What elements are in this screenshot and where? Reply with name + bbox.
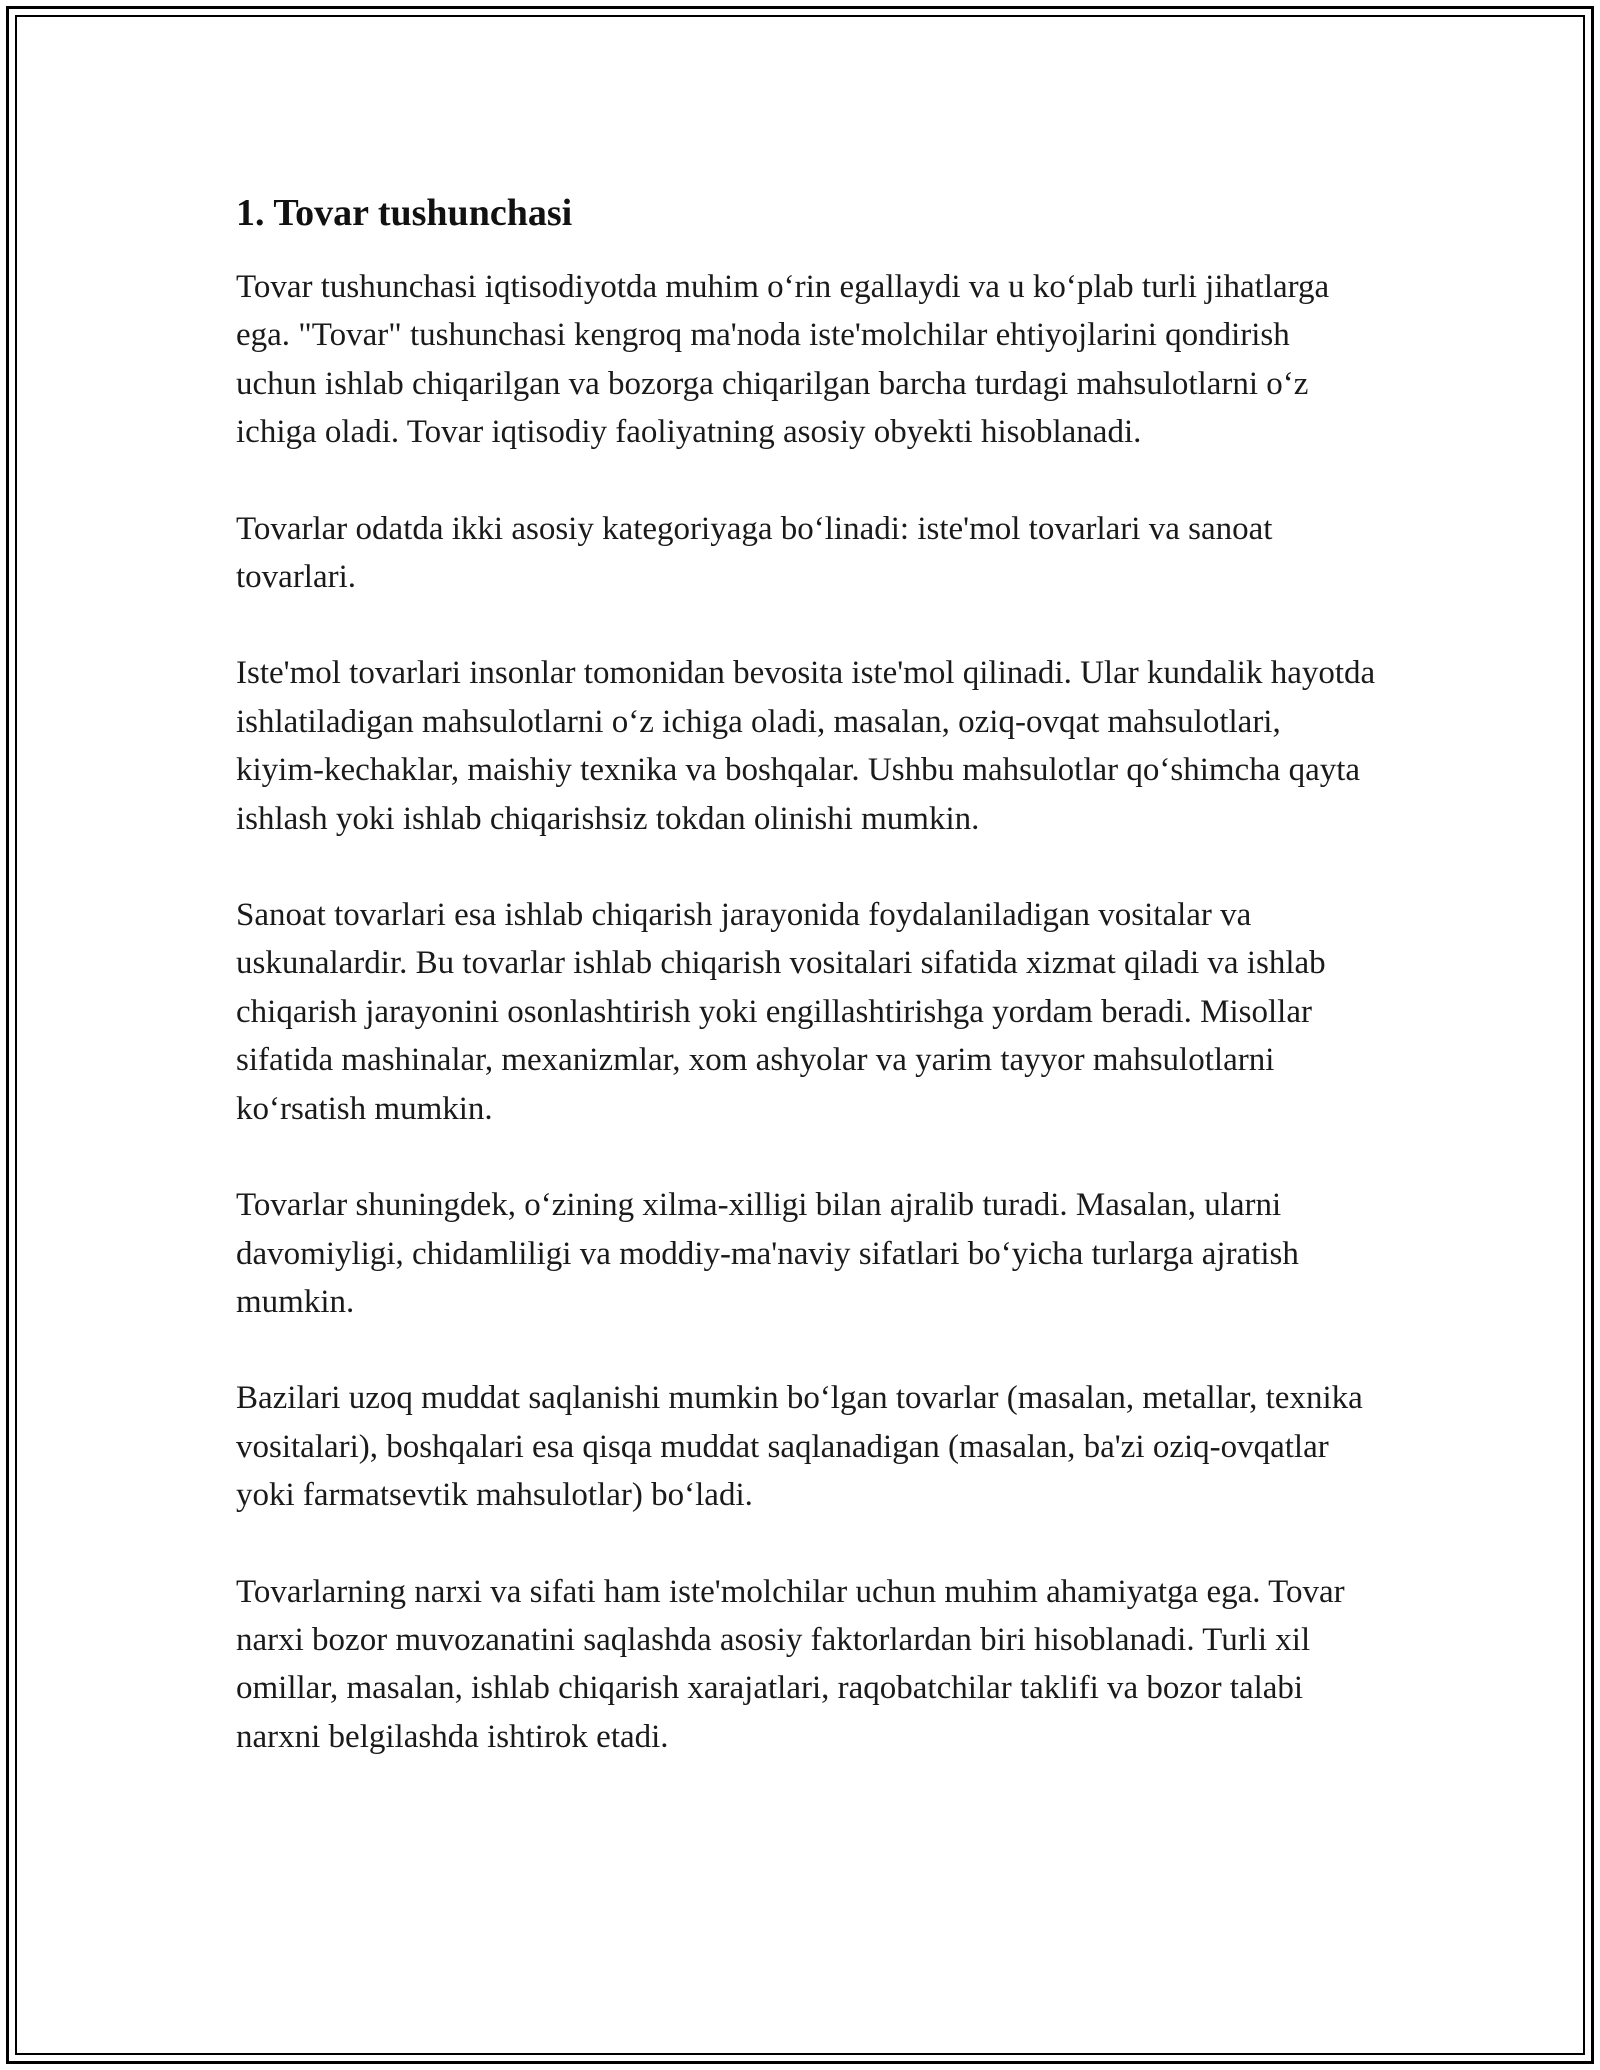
paragraph: Tovarlar odatda ikki asosiy kategoriyaga bo‘linadi: iste'mol tovarlari va sanoat tovarlari. xyxy=(236,510,1273,596)
paragraph: Iste'mol tovarlari insonlar tomonidan bevosita iste'mol qilinadi. Ular kundalik hayotda ishlatiladigan mahsulotlarni o‘z ichiga oladi, masalan, oziq-ovqat mahsulotlari, kiyim-kechaklar, maishiy texnika va boshqalar. Ushbu mahsulotlar qo‘shimcha qayta ishlash yoki ishlab chiqarishsiz tokdan olinishi mumkin. xyxy=(236,655,1376,837)
paragraph: Tovarlarning narxi va sifati ham iste'molchilar uchun muhim ahamiyatga ega. Tovar narxi bozor muvozanatini saqlashda asosiy faktorlardan biri hisoblanadi. Turli xil omillar, masalan, ishlab chiqarish xarajatlari, raqobatchilar taklifi va bozor talabi narxni belgilashda ishtirok etadi. xyxy=(236,1573,1345,1755)
paragraph: Sanoat tovarlari esa ishlab chiqarish jarayonida foydalaniladigan vositalar va uskunalardir. Bu tovarlar ishlab chiqarish vositalari sifatida xizmat qiladi va ishlab chiqarish jarayonini osonlashtirish yoki engillashtirishga yordam beradi. Misollar sifatida mashinalar, mexanizmlar, xom ashyolar va yarim tayyor mahsulotlarni ko‘rsatish mumkin. xyxy=(236,897,1326,1127)
section-heading: 1. Tovar tushunchasi xyxy=(236,192,573,234)
paragraph: Tovarlar shuningdek, o‘zining xilma-xilligi bilan ajralib turadi. Masalan, ularni davomiyligi, chidamliligi va moddiy-ma'naviy sifatlari bo‘yicha turlarga ajratish mumkin. xyxy=(236,1187,1299,1320)
paragraph: Tovar tushunchasi iqtisodiyotda muhim o‘rin egallaydi va u ko‘plab turli jihatlarga ega. "Tovar" tushunchasi kengroq ma'noda iste'molchilar ehtiyojlarini qondirish uchun ishlab chiqarilgan va bozorga chiqarilgan barcha turdagi mahsulotlarni o‘z ichiga oladi. Tovar iqtisodiy faoliyatning asosiy obyekti hisoblanadi. xyxy=(236,269,1330,451)
paragraph: Bazilari uzoq muddat saqlanishi mumkin bo‘lgan tovarlar (masalan, metallar, texnika vositalari), boshqalari esa qisqa muddat saqlanadigan (masalan, ba'zi oziq-ovqatlar yoki farmatsevtik mahsulotlar) bo‘ladi. xyxy=(236,1380,1363,1514)
document-body xyxy=(236,185,1376,1809)
